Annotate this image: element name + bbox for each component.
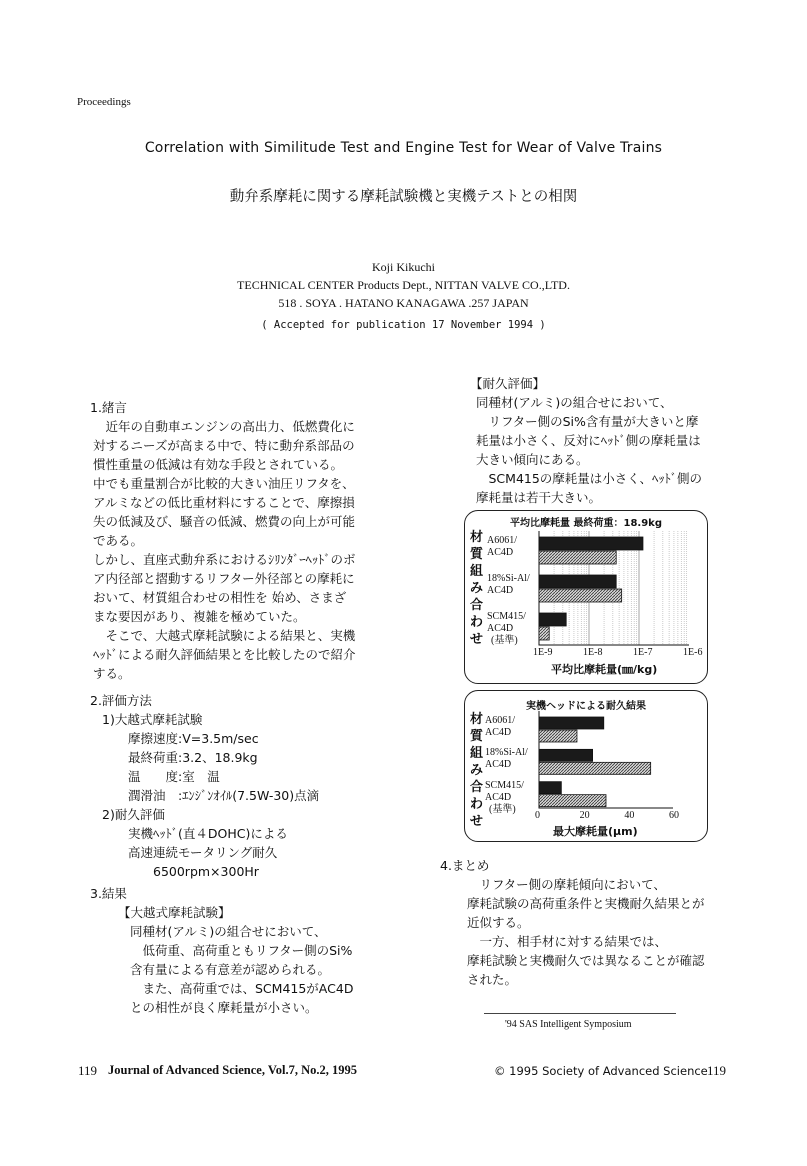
y-axis-label-char: み <box>470 581 484 596</box>
y-axis-label-char: 材 <box>470 530 484 545</box>
section-2-2-items <box>128 824 288 881</box>
paragraph-line: 摩耗試験の高荷重条件と実機耐久結果とが <box>467 896 705 911</box>
paragraph-line: 失の低減及び、騒音の低減、燃費の向上が可能 <box>93 514 356 529</box>
paragraph-line: リフター側のSi%含有量が大きいと摩 <box>476 414 699 429</box>
x-tick-label: 20 <box>579 810 590 821</box>
footnote: '94 SAS Intelligent Symposium <box>505 1019 632 1030</box>
y-axis-label-char: 材 <box>470 712 484 727</box>
bar-hatched-2 <box>539 627 549 640</box>
paragraph-line: 同種材(アルミ)の組合せにおいて、 <box>130 924 327 939</box>
durability-subheading: 【耐久評価】 <box>470 376 546 391</box>
paragraph-line: 摩耗試験と実機耐久では異なることが確認 <box>467 953 705 968</box>
x-tick-label: 40 <box>624 810 635 821</box>
category-label-line: AC4D <box>487 585 514 596</box>
section-3-heading: 3.結果 <box>90 886 127 901</box>
paragraph-line: アルミなどの低比重材料にすることで、摩擦損 <box>93 495 355 510</box>
page-number-left: 119 <box>78 1063 98 1078</box>
y-axis-label-char: 合 <box>470 780 484 795</box>
paragraph-line: 対するニーズが高まる中で、特に動弁系部品の <box>93 438 355 453</box>
x-tick-label: 1E-7 <box>633 647 653 658</box>
y-axis-label-char: 合 <box>470 598 484 613</box>
paragraph-line: 近年の自動車エンジンの高出力、低燃費化に <box>93 419 355 434</box>
x-tick-label: 1E-6 <box>683 647 703 658</box>
paragraph-line: しかし、直座式動弁系におけるｼﾘﾝﾀﾞｰﾍｯﾄﾞのボ <box>93 552 356 567</box>
y-axis-label-char: 質 <box>470 547 484 562</box>
bar-dark-1 <box>539 749 593 761</box>
paragraph-line: SCM415の摩耗量は小さく、ﾍｯﾄﾞ側の <box>476 471 703 486</box>
paragraph-line: そこで、大越式摩耗試験による結果と、実機 <box>93 628 356 643</box>
x-tick-label: 0 <box>535 810 540 821</box>
paragraph-line: リフター側の摩耗傾向において、 <box>467 877 666 892</box>
y-axis-label-char: 組 <box>470 746 484 761</box>
paragraph-line: まな要因があり、複雑を極めていた。 <box>93 609 306 624</box>
author-name: Koji Kikuchi <box>372 260 435 274</box>
chart-max-wear <box>464 690 708 842</box>
bar-dark-1 <box>539 575 616 588</box>
journal-citation: Journal of Advanced Science, Vol.7, No.2, 1995 <box>108 1063 357 1077</box>
durability-body <box>476 393 702 507</box>
section-2-1-heading: 1)大越式摩耗試験 <box>102 712 203 727</box>
chart-1-title: 平均比摩耗量 最終荷重：18.9kg <box>510 518 662 529</box>
paragraph-line: 同種材(アルミ)の組合せにおいて、 <box>476 395 673 410</box>
paragraph-line: 中でも重量割合が比較的大きい油圧リフタを、 <box>93 476 355 491</box>
category-label-line: SCM415/ <box>485 779 524 791</box>
proceedings-label: Proceedings <box>77 96 131 108</box>
paragraph-line: 慣性重量の低減は有効な手段とされている。 <box>93 457 344 472</box>
x-tick-label: 60 <box>669 810 679 821</box>
bar-dark-0 <box>539 717 604 729</box>
category-label-line: AC4D <box>485 727 512 738</box>
author-affiliation: TECHNICAL CENTER Products Dept., NITTAN VALVE CO.,LTD. <box>237 278 570 292</box>
title-english: Correlation with Similitude Test and Engine Test for Wear of Valve Trains <box>144 140 663 156</box>
chart-specific-wear <box>464 510 708 684</box>
bar-hatched-1 <box>539 589 622 602</box>
paragraph-line: ﾍｯﾄﾞによる耐久評価結果とを比較したので紹介 <box>93 647 356 662</box>
method-item: 6500rpm×300Hr <box>128 864 259 879</box>
paragraph-line: ア内径部と摺動するリフター外径部との摩耗に <box>93 571 355 586</box>
footnote-divider <box>484 1013 676 1014</box>
x-tick-label: 1E-9 <box>533 647 553 658</box>
bar-dark-2 <box>539 782 561 794</box>
accepted-date: ( Accepted for publication 17 November 1994 ) <box>261 319 546 331</box>
paragraph-line: 含有量による有意差が認められる。 <box>130 962 331 977</box>
paragraph-line: された。 <box>467 972 518 987</box>
category-label-line: 18%Si-Al/ <box>485 747 528 759</box>
y-axis-label-char: 質 <box>470 729 484 744</box>
bar-hatched-0 <box>539 730 577 742</box>
paragraph-line: する。 <box>93 666 131 681</box>
paragraph-line: との相性が良く摩耗量が小さい。 <box>130 1000 318 1015</box>
bar-hatched-1 <box>539 762 651 774</box>
paragraph-line: 摩耗量は若干大きい。 <box>476 490 602 505</box>
bar-hatched-2 <box>539 795 606 807</box>
method-item: 実機ﾍｯﾄﾞ(直４DOHC)による <box>128 826 288 841</box>
category-label-line: AC4D <box>485 791 512 803</box>
category-label-line: (基準) <box>489 803 516 815</box>
section-1-heading: 1.緒言 <box>90 400 127 415</box>
y-axis-label-char: わ <box>470 615 484 630</box>
section-4-body <box>467 875 705 989</box>
category-label-line: A6061/ <box>487 535 517 546</box>
category-label-line: 18%Si-Al/ <box>487 573 530 584</box>
chart-1-x-axis-label: 平均比摩耗量(㎜/kg) <box>551 663 658 676</box>
y-axis-label-char: 組 <box>470 564 484 579</box>
category-label-line: AC4D <box>485 759 512 771</box>
paragraph-line: 耗量は小さく、反対にﾍｯﾄﾞ側の摩耗量は <box>476 433 701 448</box>
bar-hatched-0 <box>539 551 616 564</box>
section-2-1-items <box>128 729 319 805</box>
chart-2-title: 実機ヘッドによる耐久結果 <box>526 701 646 712</box>
section-3-subheading: 【大越式摩耗試験】 <box>118 905 231 920</box>
paragraph-line: 近似する。 <box>467 915 530 930</box>
y-axis-label-char: み <box>470 763 484 778</box>
method-item: 高速連続モータリング耐久 <box>128 845 278 860</box>
category-label-line: AC4D <box>487 623 514 634</box>
section-4-heading: 4.まとめ <box>440 858 490 873</box>
y-axis-label-char: せ <box>470 632 484 647</box>
category-label-line: SCM415/ <box>487 611 526 622</box>
author-address: 518 . SOYA . HATANO KANAGAWA .257 JAPAN <box>278 296 529 310</box>
section-2-heading: 2.評価方法 <box>90 693 152 708</box>
paragraph-line: である。 <box>93 533 144 548</box>
bar-dark-0 <box>539 537 643 550</box>
section-1-body <box>93 417 356 683</box>
category-label-line: A6061/ <box>485 715 515 726</box>
bar-dark-2 <box>539 613 566 626</box>
y-axis-label-char: わ <box>470 797 484 812</box>
chart-2-x-axis-label: 最大摩耗量(μm) <box>553 825 638 838</box>
method-item: 潤滑油 :ｴﾝｼﾞﾝｵｲﾙ(7.5W-30)点滴 <box>128 788 320 803</box>
y-axis-label-char: せ <box>470 814 484 829</box>
category-label-line: AC4D <box>487 547 514 558</box>
section-3-body <box>130 922 353 1017</box>
paragraph-line: また、高荷重では、SCM415がAC4D <box>130 981 354 996</box>
method-item: 最終荷重:3.2、18.9kg <box>128 750 258 765</box>
category-label-line: (基準) <box>491 635 518 646</box>
paragraph-line: 大きい傾向にある。 <box>476 452 589 467</box>
paragraph-line: 一方、相手材に対する結果では、 <box>467 934 668 949</box>
section-2-2-heading: 2)耐久評価 <box>102 807 165 822</box>
copyright: © 1995 Society of Advanced Science <box>494 1064 708 1078</box>
paragraph-line: 低荷重、高荷重ともリフター側のSi% <box>130 943 353 958</box>
paragraph-line: おいて、材質組合わせの相性を 始め、さまざ <box>93 590 347 605</box>
method-item: 摩擦速度:V=3.5m/sec <box>128 731 259 746</box>
page-number-right: 119 <box>707 1063 727 1078</box>
method-item: 温 度:室 温 <box>128 769 220 784</box>
x-tick-label: 1E-8 <box>583 647 603 658</box>
title-japanese: 動弁系摩耗に関する摩耗試験機と実機テストとの相関 <box>229 189 578 205</box>
